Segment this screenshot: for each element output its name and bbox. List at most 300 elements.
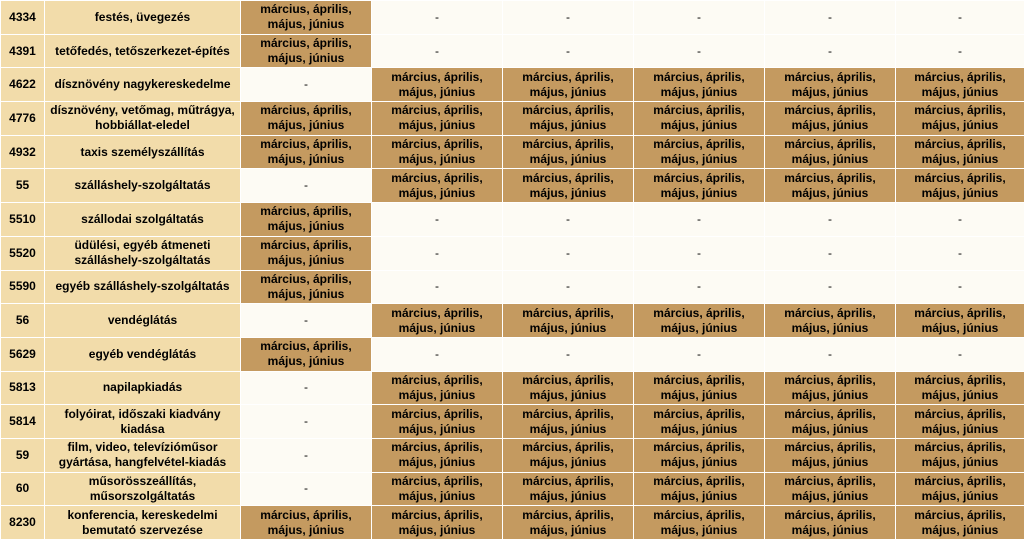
months-line: március, április, — [391, 406, 483, 421]
months-line: március, április, — [653, 69, 745, 84]
months-line: március, április, — [914, 69, 1006, 84]
eligible-months-cell — [503, 506, 634, 540]
eligible-months-cell — [896, 68, 1024, 102]
months-line: május, június — [398, 320, 476, 335]
eligible-months-cell — [503, 135, 634, 169]
eligible-months-cell — [372, 135, 503, 169]
table-row — [1, 169, 1024, 203]
months-line: március, április, — [391, 507, 483, 522]
months-line: május, június — [529, 421, 607, 436]
not-applicable-cell — [896, 236, 1024, 270]
eligible-months-cell — [896, 304, 1024, 338]
table-row — [1, 135, 1024, 169]
months-line: március, április, — [260, 36, 352, 51]
dash-marker: - — [828, 211, 832, 226]
months-line: március, április, — [653, 440, 745, 455]
not-applicable-cell — [765, 236, 896, 270]
months-line: május, június — [791, 152, 869, 167]
months-line: március, április, — [914, 305, 1006, 320]
months-line: május, június — [267, 51, 345, 66]
teaor-code-cell: 4334 — [1, 1, 45, 35]
months-line: március, április, — [260, 2, 352, 17]
eligible-months-cell — [634, 371, 765, 405]
months-line: május, június — [791, 387, 869, 402]
months-line: március, április, — [260, 204, 352, 219]
months-line: március, április, — [653, 406, 745, 421]
eligible-months-cell — [372, 371, 503, 405]
months-line: május, június — [398, 488, 476, 503]
not-applicable-cell — [765, 270, 896, 304]
eligible-months-cell — [372, 102, 503, 136]
dash-marker: - — [566, 245, 570, 260]
teaor-code-cell: 60 — [1, 472, 45, 506]
not-applicable-cell — [765, 1, 896, 35]
eligible-months-cell — [896, 506, 1024, 540]
months-line: március, április, — [522, 440, 614, 455]
dash-marker: - — [958, 43, 962, 58]
teaor-code-cell: 55 — [1, 169, 45, 203]
teaor-code-cell: 4932 — [1, 135, 45, 169]
months-line: május, június — [791, 185, 869, 200]
eligible-months-cell — [896, 135, 1024, 169]
activity-name-cell: film, video, televízióműsor gyártása, hangfelvétel-kiadás — [45, 438, 241, 472]
not-applicable-cell — [241, 68, 372, 102]
table-row — [1, 236, 1024, 270]
table-row — [1, 304, 1024, 338]
months-line: május, június — [921, 522, 999, 537]
dash-marker: - — [435, 43, 439, 58]
months-line: március, április, — [391, 170, 483, 185]
not-applicable-cell — [241, 405, 372, 439]
dash-marker: - — [566, 211, 570, 226]
months-line: május, június — [398, 118, 476, 133]
not-applicable-cell — [634, 236, 765, 270]
months-line: május, június — [529, 84, 607, 99]
not-applicable-cell — [503, 34, 634, 68]
eligible-months-cell — [241, 135, 372, 169]
dash-marker: - — [697, 279, 701, 294]
activity-name-cell: napilapkiadás — [45, 371, 241, 405]
months-line: május, június — [921, 455, 999, 470]
table-row — [1, 203, 1024, 237]
eligible-months-cell — [765, 438, 896, 472]
eligible-months-cell — [503, 169, 634, 203]
months-line: május, június — [529, 488, 607, 503]
not-applicable-cell — [634, 337, 765, 371]
months-line: május, június — [660, 84, 738, 99]
months-line: március, április, — [784, 170, 876, 185]
eligible-months-cell — [634, 405, 765, 439]
eligible-months-cell — [634, 169, 765, 203]
not-applicable-cell — [896, 1, 1024, 35]
eligible-months-cell — [896, 169, 1024, 203]
not-applicable-cell — [372, 236, 503, 270]
eligible-months-cell — [765, 371, 896, 405]
eligible-months-cell — [634, 102, 765, 136]
months-line: március, április, — [522, 170, 614, 185]
eligible-months-cell — [241, 270, 372, 304]
teaor-code-cell: 5520 — [1, 236, 45, 270]
months-line: május, június — [529, 455, 607, 470]
dash-marker: - — [435, 279, 439, 294]
months-line: május, június — [398, 421, 476, 436]
months-line: március, április, — [653, 170, 745, 185]
months-line: március, április, — [391, 440, 483, 455]
months-line: május, június — [267, 219, 345, 234]
months-line: március, április, — [914, 440, 1006, 455]
eligible-months-cell — [241, 203, 372, 237]
months-line: május, június — [267, 152, 345, 167]
months-line: május, június — [921, 488, 999, 503]
table-row — [1, 405, 1024, 439]
months-line: május, június — [791, 118, 869, 133]
months-line: március, április, — [522, 473, 614, 488]
table-row — [1, 68, 1024, 102]
not-applicable-cell — [241, 438, 372, 472]
months-line: március, április, — [653, 137, 745, 152]
not-applicable-cell — [241, 371, 372, 405]
months-line: május, június — [921, 387, 999, 402]
months-line: május, június — [267, 118, 345, 133]
activity-name-cell: festés, üvegezés — [45, 1, 241, 35]
table-row — [1, 270, 1024, 304]
months-line: május, június — [529, 387, 607, 402]
months-line: május, június — [921, 421, 999, 436]
eligible-months-cell — [503, 405, 634, 439]
dash-marker: - — [828, 346, 832, 361]
months-line: május, június — [791, 84, 869, 99]
months-line: május, június — [529, 522, 607, 537]
months-line: május, június — [921, 84, 999, 99]
dash-marker: - — [958, 346, 962, 361]
teaor-code-cell: 4776 — [1, 102, 45, 136]
eligible-months-cell — [896, 438, 1024, 472]
months-line: május, június — [921, 152, 999, 167]
teaor-code-cell: 56 — [1, 304, 45, 338]
dash-marker: - — [566, 43, 570, 58]
not-applicable-cell — [765, 337, 896, 371]
months-line: március, április, — [522, 137, 614, 152]
dash-marker: - — [304, 447, 308, 462]
dash-marker: - — [566, 9, 570, 24]
eligible-months-cell — [765, 472, 896, 506]
eligible-months-cell — [241, 236, 372, 270]
eligible-months-cell — [503, 472, 634, 506]
months-line: március, április, — [391, 372, 483, 387]
months-line: március, április, — [784, 69, 876, 84]
months-line: május, június — [660, 320, 738, 335]
not-applicable-cell — [372, 203, 503, 237]
eligible-months-cell — [765, 304, 896, 338]
not-applicable-cell — [503, 337, 634, 371]
eligible-months-cell — [634, 472, 765, 506]
dash-marker: - — [304, 77, 308, 92]
activity-name-cell: egyéb szálláshely-szolgáltatás — [45, 270, 241, 304]
months-line: március, április, — [784, 305, 876, 320]
months-line: március, április, — [522, 69, 614, 84]
eligible-months-cell — [241, 506, 372, 540]
months-line: május, június — [791, 421, 869, 436]
months-line: május, június — [660, 185, 738, 200]
eligible-months-cell — [503, 68, 634, 102]
months-line: május, június — [267, 522, 345, 537]
months-line: május, június — [921, 185, 999, 200]
months-line: március, április, — [522, 103, 614, 118]
months-line: március, április, — [260, 271, 352, 286]
table-row — [1, 371, 1024, 405]
months-line: május, június — [660, 522, 738, 537]
dash-marker: - — [304, 313, 308, 328]
activity-name-cell: szállodai szolgáltatás — [45, 203, 241, 237]
activity-name-cell: dísznövény nagykereskedelme — [45, 68, 241, 102]
not-applicable-cell — [241, 304, 372, 338]
months-line: május, június — [921, 118, 999, 133]
months-line: március, április, — [784, 507, 876, 522]
activity-name-cell: műsorösszeállítás, műsorszolgáltatás — [45, 472, 241, 506]
months-line: május, június — [398, 185, 476, 200]
table-row — [1, 34, 1024, 68]
months-line: május, június — [529, 152, 607, 167]
dash-marker: - — [435, 211, 439, 226]
months-line: március, április, — [653, 305, 745, 320]
teaor-code-cell: 5814 — [1, 405, 45, 439]
months-line: május, június — [529, 185, 607, 200]
eligible-months-cell — [765, 102, 896, 136]
eligible-months-cell — [503, 438, 634, 472]
dash-marker: - — [697, 43, 701, 58]
teaor-code-cell: 59 — [1, 438, 45, 472]
table-row — [1, 472, 1024, 506]
months-line: március, április, — [522, 406, 614, 421]
months-line: március, április, — [784, 137, 876, 152]
activity-name-cell: tetőfedés, tetőszerkezet-építés — [45, 34, 241, 68]
teaor-code-cell: 4622 — [1, 68, 45, 102]
not-applicable-cell — [634, 270, 765, 304]
not-applicable-cell — [634, 34, 765, 68]
months-line: március, április, — [391, 473, 483, 488]
months-line: március, április, — [260, 507, 352, 522]
eligible-months-cell — [241, 337, 372, 371]
eligible-months-cell — [372, 472, 503, 506]
dash-marker: - — [435, 346, 439, 361]
table-row — [1, 1, 1024, 35]
activity-name-cell: üdülési, egyéb átmeneti szálláshely-szolgáltatás — [45, 236, 241, 270]
dash-marker: - — [828, 9, 832, 24]
dash-marker: - — [566, 346, 570, 361]
months-line: március, április, — [260, 103, 352, 118]
months-line: május, június — [921, 320, 999, 335]
months-line: március, április, — [914, 103, 1006, 118]
not-applicable-cell — [765, 34, 896, 68]
activity-name-cell: vendéglátás — [45, 304, 241, 338]
not-applicable-cell — [241, 472, 372, 506]
dash-marker: - — [697, 9, 701, 24]
months-line: március, április, — [653, 473, 745, 488]
months-line: március, április, — [522, 372, 614, 387]
eligible-months-cell — [765, 135, 896, 169]
dash-marker: - — [435, 245, 439, 260]
months-line: március, április, — [522, 507, 614, 522]
months-line: március, április, — [914, 406, 1006, 421]
eligible-months-cell — [241, 1, 372, 35]
months-line: március, április, — [391, 305, 483, 320]
months-line: május, június — [660, 455, 738, 470]
activity-name-cell: szálláshely-szolgáltatás — [45, 169, 241, 203]
not-applicable-cell — [503, 236, 634, 270]
dash-marker: - — [828, 245, 832, 260]
eligible-months-cell — [503, 102, 634, 136]
activity-name-cell: folyóirat, időszaki kiadvány kiadása — [45, 405, 241, 439]
months-line: március, április, — [784, 473, 876, 488]
months-line: március, április, — [914, 372, 1006, 387]
months-line: május, június — [267, 286, 345, 301]
not-applicable-cell — [634, 1, 765, 35]
table-body — [1, 1, 1024, 540]
dash-marker: - — [697, 245, 701, 260]
eligible-months-cell — [765, 68, 896, 102]
eligible-months-cell — [372, 304, 503, 338]
months-line: május, június — [791, 320, 869, 335]
eligible-months-cell — [634, 135, 765, 169]
eligible-months-cell — [372, 68, 503, 102]
eligible-months-cell — [896, 405, 1024, 439]
not-applicable-cell — [241, 169, 372, 203]
months-line: május, június — [791, 522, 869, 537]
eligible-months-cell — [634, 68, 765, 102]
months-line: március, április, — [653, 372, 745, 387]
months-line: március, április, — [653, 103, 745, 118]
dash-marker: - — [828, 43, 832, 58]
months-line: március, április, — [522, 305, 614, 320]
months-line: március, április, — [391, 137, 483, 152]
teaor-code-cell: 5590 — [1, 270, 45, 304]
months-line: május, június — [398, 522, 476, 537]
table-row — [1, 102, 1024, 136]
not-applicable-cell — [372, 34, 503, 68]
months-line: március, április, — [391, 69, 483, 84]
teaor-code-cell: 4391 — [1, 34, 45, 68]
dash-marker: - — [958, 9, 962, 24]
activity-name-cell: dísznövény, vetőmag, műtrágya, hobbiállat-eledel — [45, 102, 241, 136]
dash-marker: - — [828, 279, 832, 294]
months-line: március, április, — [260, 339, 352, 354]
eligible-months-cell — [765, 169, 896, 203]
months-line: május, június — [267, 17, 345, 32]
months-line: május, június — [398, 84, 476, 99]
months-line: május, június — [529, 118, 607, 133]
eligible-months-cell — [896, 102, 1024, 136]
months-line: március, április, — [784, 440, 876, 455]
dash-marker: - — [958, 245, 962, 260]
months-line: március, április, — [914, 473, 1006, 488]
months-line: március, április, — [914, 137, 1006, 152]
eligible-months-cell — [765, 405, 896, 439]
months-line: március, április, — [784, 372, 876, 387]
eligible-months-cell — [241, 34, 372, 68]
dash-marker: - — [304, 481, 308, 496]
not-applicable-cell — [372, 337, 503, 371]
months-line: május, június — [529, 320, 607, 335]
not-applicable-cell — [503, 203, 634, 237]
eligible-months-cell — [765, 506, 896, 540]
eligible-months-cell — [503, 371, 634, 405]
eligible-months-cell — [372, 438, 503, 472]
months-line: május, június — [398, 152, 476, 167]
months-line: május, június — [660, 488, 738, 503]
eligible-months-cell — [503, 304, 634, 338]
dash-marker: - — [958, 279, 962, 294]
months-line: március, április, — [391, 103, 483, 118]
eligible-months-cell — [372, 506, 503, 540]
dash-marker: - — [697, 211, 701, 226]
table-row — [1, 438, 1024, 472]
dash-marker: - — [566, 279, 570, 294]
months-line: május, június — [660, 421, 738, 436]
months-line: március, április, — [653, 507, 745, 522]
not-applicable-cell — [896, 203, 1024, 237]
months-line: március, április, — [914, 507, 1006, 522]
eligible-months-cell — [896, 371, 1024, 405]
not-applicable-cell — [634, 203, 765, 237]
eligible-months-cell — [896, 472, 1024, 506]
eligible-months-cell — [634, 438, 765, 472]
not-applicable-cell — [372, 1, 503, 35]
months-line: május, június — [791, 488, 869, 503]
not-applicable-cell — [372, 270, 503, 304]
dash-marker: - — [958, 211, 962, 226]
activity-name-cell: taxis személyszállítás — [45, 135, 241, 169]
dash-marker: - — [697, 346, 701, 361]
teaor-code-cell: 5813 — [1, 371, 45, 405]
activity-name-cell: konferencia, kereskedelmi bemutató szervezése — [45, 506, 241, 540]
teaor-code-cell: 5510 — [1, 203, 45, 237]
eligible-months-cell — [634, 304, 765, 338]
dash-marker: - — [435, 9, 439, 24]
not-applicable-cell — [503, 1, 634, 35]
dash-marker: - — [304, 380, 308, 395]
table-row — [1, 337, 1024, 371]
eligible-months-cell — [372, 169, 503, 203]
eligible-months-cell — [372, 405, 503, 439]
not-applicable-cell — [765, 203, 896, 237]
months-line: május, június — [398, 455, 476, 470]
table-row — [1, 506, 1024, 540]
months-line: május, június — [267, 354, 345, 369]
eligible-months-cell — [241, 102, 372, 136]
months-line: május, június — [267, 253, 345, 268]
months-line: március, április, — [260, 238, 352, 253]
months-line: március, április, — [784, 406, 876, 421]
not-applicable-cell — [896, 337, 1024, 371]
dash-marker: - — [304, 414, 308, 429]
dash-marker: - — [304, 178, 308, 193]
not-applicable-cell — [503, 270, 634, 304]
months-line: március, április, — [784, 103, 876, 118]
months-line: március, április, — [260, 137, 352, 152]
months-line: május, június — [660, 118, 738, 133]
months-line: május, június — [791, 455, 869, 470]
eligible-months-cell — [634, 506, 765, 540]
not-applicable-cell — [896, 34, 1024, 68]
not-applicable-cell — [896, 270, 1024, 304]
months-line: május, június — [660, 152, 738, 167]
months-line: május, június — [398, 387, 476, 402]
teaor-code-cell: 5629 — [1, 337, 45, 371]
months-line: május, június — [660, 387, 738, 402]
activity-name-cell: egyéb vendéglátás — [45, 337, 241, 371]
teaor-code-cell: 8230 — [1, 506, 45, 540]
months-line: március, április, — [914, 170, 1006, 185]
